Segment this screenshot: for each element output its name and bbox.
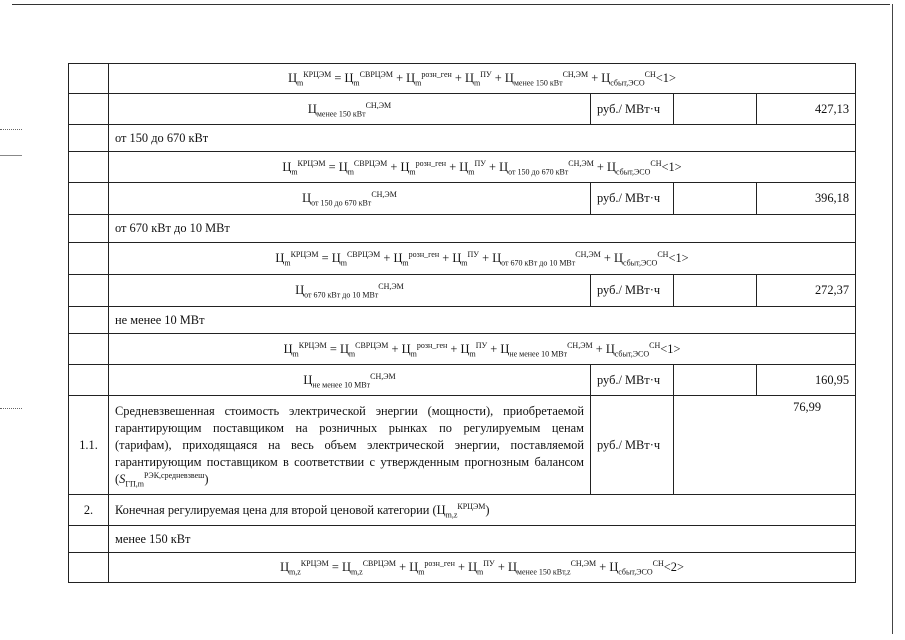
band-cell: не менее 10 МВт xyxy=(109,307,856,334)
num-cell xyxy=(69,526,109,553)
value-cell: 427,13 xyxy=(757,94,856,125)
table-row xyxy=(69,307,856,334)
label-670-10: $Ц_{от 670 кВт до 10 МВт}^{СН,ЭМ}$ xyxy=(295,281,404,300)
table-row xyxy=(69,334,856,365)
formula-ge-10: $Ц_m^{КРЦЭМ} = Ц_m^{СВРЦЭМ} + Ц_m^{розн\_ген} + Ц_m^{ПУ} + Ц_{не менее 10 МВт}^{СН,ЭМ} + Ц_{сбыт,ЭСО}^{СН}<1>$ xyxy=(283,340,681,358)
item-number: 2. xyxy=(69,495,109,526)
unit-cell: руб./ МВт·ч xyxy=(591,183,674,215)
num-cell xyxy=(69,94,109,125)
scan-mark xyxy=(0,129,22,130)
band-cell: от 670 кВт до 10 МВт xyxy=(109,215,856,243)
formula-z-less-150: $Ц_{m,z}^{КРЦЭМ} = Ц_{m,z}^{СВРЦЭМ} + Ц_m^{розн\_ген} + Ц_m^{ПУ} + Ц_{менее 150 кВт,z}^{СН,ЭМ} + Ц_{сбыт,ЭСО}^{СН}<2>$ xyxy=(280,558,684,577)
table-row xyxy=(69,396,856,495)
blank-cell xyxy=(674,275,757,307)
scan-mark xyxy=(0,155,22,156)
num-cell xyxy=(69,553,109,583)
blank-cell xyxy=(674,183,757,215)
num-cell xyxy=(69,64,109,94)
item-description: Средневзвешенная стоимость электрической энергии (мощности), приобретаемой гарантирующим поставщиком на розничных рынках по регулируемым ценам (тарифам), приходящаяся на весь объем электрической энергии, поставляемой гарантирующим поставщиком в соответствии с утвержденным прогнозным балансом $(S_{ГП,m}^{РЭК,средневзвеш})$ xyxy=(109,396,591,495)
unit-cell: руб./ МВт·ч xyxy=(591,396,674,495)
tariff-table xyxy=(68,63,856,583)
formula-cell xyxy=(109,152,856,183)
formula-150-670: $Ц_m^{КРЦЭМ} = Ц_m^{СВРЦЭМ} + Ц_m^{розн\_ген} + Ц_m^{ПУ} + Ц_{от 150 до 670 кВт}^{СН,ЭМ} + Ц_{сбыт,ЭСО}^{СН}<1>$ xyxy=(282,158,682,176)
num-cell xyxy=(69,243,109,275)
table-row xyxy=(69,495,856,526)
num-cell xyxy=(69,365,109,396)
value-cell: 160,95 xyxy=(757,365,856,396)
label-cell xyxy=(109,94,591,125)
table-row xyxy=(69,275,856,307)
band-cell: менее 150 кВт xyxy=(109,526,856,553)
scan-mark xyxy=(0,408,22,409)
num-cell xyxy=(69,152,109,183)
table-row xyxy=(69,94,856,125)
table-row xyxy=(69,64,856,94)
value-cell: 396,18 xyxy=(757,183,856,215)
label-cell xyxy=(109,275,591,307)
label-ge-10: $Ц_{не менее 10 МВт}^{СН,ЭМ}$ xyxy=(303,371,396,389)
band-cell: от 150 до 670 кВт xyxy=(109,125,856,152)
table-row xyxy=(69,526,856,553)
table-row xyxy=(69,243,856,275)
unit-cell: руб./ МВт·ч xyxy=(591,94,674,125)
num-cell xyxy=(69,183,109,215)
page-border-right xyxy=(892,4,893,634)
value-cell: 272,37 xyxy=(757,275,856,307)
unit-cell: руб./ МВт·ч xyxy=(591,365,674,396)
formula-cell xyxy=(109,64,856,94)
table-row xyxy=(69,125,856,152)
num-cell xyxy=(69,334,109,365)
item-description: Конечная регулируемая цена для второй ценовой категории $(Ц_{m,z}^{КРЦЭМ})$ xyxy=(109,495,856,526)
value-cell: 76,99 xyxy=(674,396,856,495)
label-less-150: $Ц_{менее 150 кВт}^{СН,ЭМ}$ xyxy=(307,100,392,118)
num-cell xyxy=(69,307,109,334)
page-border-top xyxy=(12,4,890,5)
formula-cell xyxy=(109,243,856,275)
label-cell xyxy=(109,183,591,215)
unit-cell: руб./ МВт·ч xyxy=(591,275,674,307)
formula-cell xyxy=(109,334,856,365)
num-cell xyxy=(69,125,109,152)
item-number: 1.1. xyxy=(69,396,109,495)
label-cell xyxy=(109,365,591,396)
table-row xyxy=(69,553,856,583)
num-cell xyxy=(69,215,109,243)
label-150-670: $Ц_{от 150 до 670 кВт}^{СН,ЭМ}$ xyxy=(302,189,397,208)
table-row xyxy=(69,183,856,215)
table-row xyxy=(69,215,856,243)
table-row xyxy=(69,365,856,396)
formula-less-150: $Ц_m^{КРЦЭМ} = Ц_m^{СВРЦЭМ} + Ц_m^{розн\_ген} + Ц_m^{ПУ} + Ц_{менее 150 кВт}^{СН,ЭМ} + Ц_{сбыт,ЭСО}^{СН}<1>$ xyxy=(288,69,676,88)
blank-cell xyxy=(674,365,757,396)
blank-cell xyxy=(674,94,757,125)
num-cell xyxy=(69,275,109,307)
formula-cell xyxy=(109,553,856,583)
formula-670-10: $Ц_m^{КРЦЭМ} = Ц_m^{СВРЦЭМ} + Ц_m^{розн\_ген} + Ц_m^{ПУ} + Ц_{от 670 кВт до 10 МВт}^{СН,ЭМ} + Ц_{сбыт,ЭСО}^{СН}<1>$ xyxy=(275,249,689,268)
table-row xyxy=(69,152,856,183)
